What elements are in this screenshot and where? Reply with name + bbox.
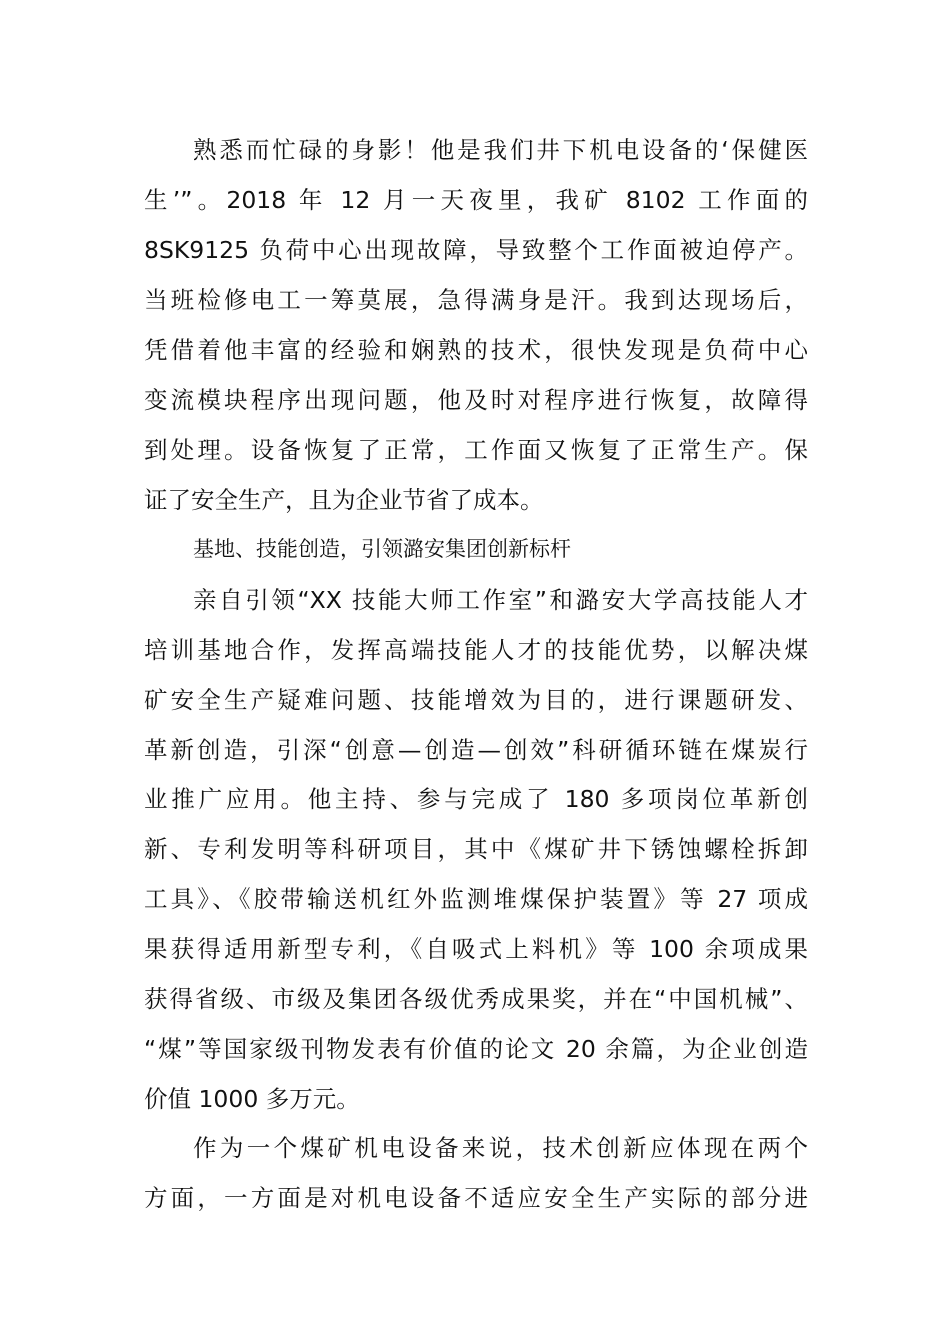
paragraph-2-line-9: 获得省级、市级及集团各级优秀成果奖，并在“中国机械”、 — [144, 985, 808, 1013]
paragraph-1-line-3: 8SK9125 负荷中心出现故障，导致整个工作面被迫停产。 — [144, 236, 808, 264]
paragraph-2-line-6: 新、专利发明等科研项目，其中《煤矿井下锈蚀螺栓拆卸 — [144, 835, 808, 863]
paragraph-1-line-5: 凭借着他丰富的经验和娴熟的技术，很快发现是负荷中心 — [144, 336, 808, 364]
paragraph-1-line-1: 熟悉而忙碌的身影！他是我们井下机电设备的‘保健医 — [193, 136, 808, 164]
section-heading: 基地、技能创造，引领潞安集团创新标杆 — [193, 537, 571, 561]
paragraph-2-line-7: 工具》、《胶带输送机红外监测堆煤保护装置》等 27 项成 — [144, 885, 808, 913]
paragraph-1-line-4: 当班检修电工一筹莫展，急得满身是汗。我到达现场后， — [144, 286, 808, 314]
paragraph-1-line-7: 到处理。设备恢复了正常，工作面又恢复了正常生产。保 — [144, 436, 808, 464]
paragraph-1-line-6: 变流模块程序出现问题，他及时对程序进行恢复，故障得 — [144, 386, 808, 414]
paragraph-2-line-3: 矿安全生产疑难问题、技能增效为目的，进行课题研发、 — [144, 686, 808, 714]
paragraph-2-line-10: “煤”等国家级刊物发表有价值的论文 20 余篇，为企业创造 — [144, 1035, 808, 1063]
paragraph-2-line-2: 培训基地合作，发挥高端技能人才的技能优势，以解决煤 — [144, 636, 808, 664]
paragraph-2-line-8: 果获得适用新型专利，《自吸式上料机》等 100 余项成果 — [144, 935, 808, 963]
paragraph-2-line-1: 亲自引领“XX 技能大师工作室”和潞安大学高技能人才 — [193, 586, 808, 614]
paragraph-2-line-5: 业推广应用。他主持、参与完成了 180 多项岗位革新创 — [144, 785, 808, 813]
paragraph-2-line-11: 价值 1000 多万元。 — [144, 1085, 360, 1113]
paragraph-3-line-2: 方面，一方面是对机电设备不适应安全生产实际的部分进 — [144, 1184, 808, 1212]
paragraph-1-line-2: 生’”。2018 年 12 月一天夜里，我矿 8102 工作面的 — [144, 186, 808, 214]
paragraph-3-line-1: 作为一个煤矿机电设备来说，技术创新应体现在两个 — [193, 1134, 808, 1162]
paragraph-2-line-4: 革新创造，引深“创意—创造—创效”科研循环链在煤炭行 — [144, 736, 808, 764]
paragraph-1-line-8: 证了安全生产，且为企业节省了成本。 — [144, 486, 544, 514]
